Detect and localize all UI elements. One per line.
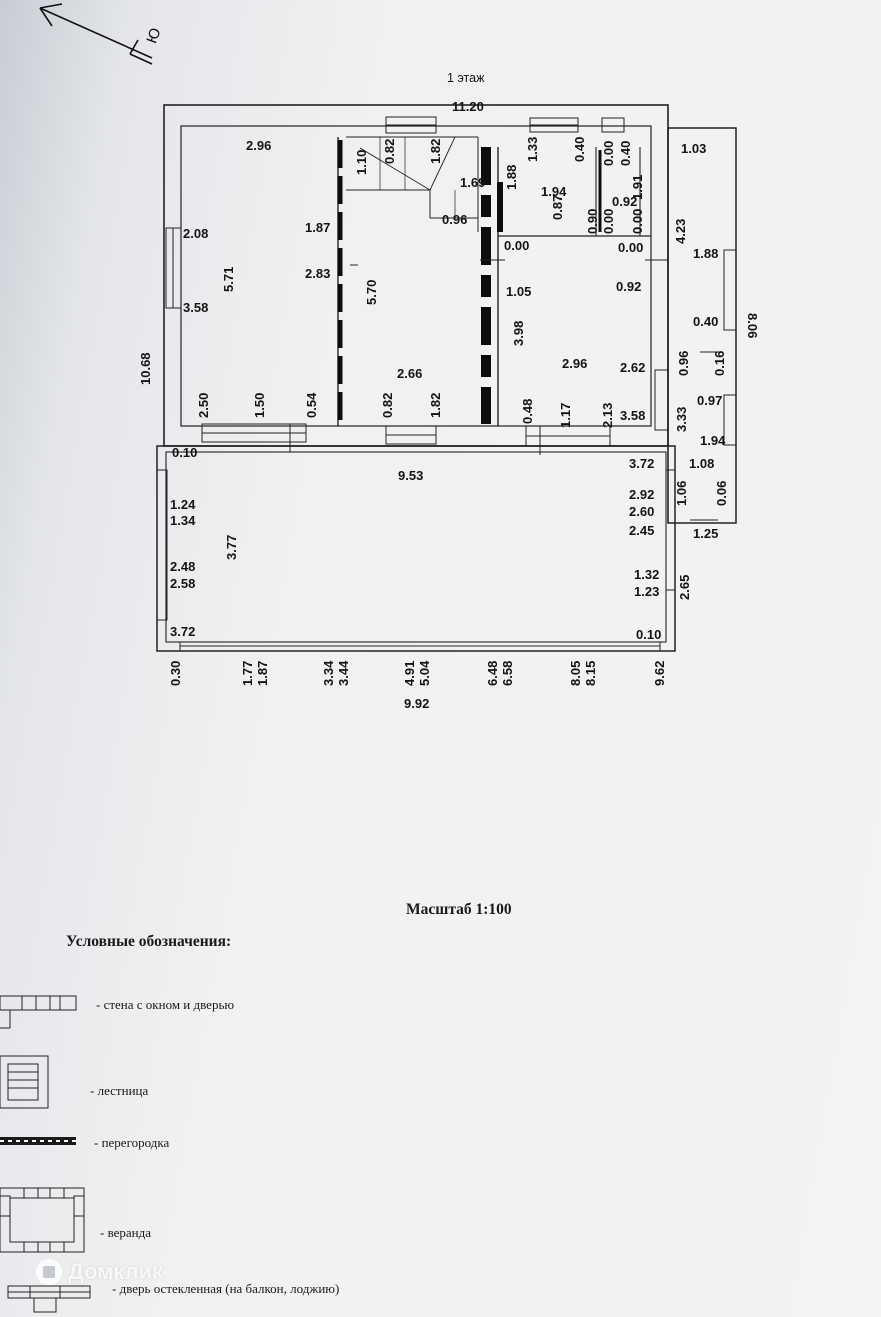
- annex-j: 1.06: [674, 480, 689, 506]
- north-label: Ю: [143, 25, 165, 46]
- legend-item-wall: - стена с окном и дверью: [96, 997, 235, 1012]
- front-c: 0.54: [304, 392, 319, 418]
- room-left-width: 2.96: [246, 138, 272, 153]
- legend-title: Условные обозначения:: [66, 933, 232, 950]
- annex-t: 0.10: [636, 627, 662, 642]
- bottom-tick-5b: 8.15: [583, 660, 598, 686]
- scale-label: Масштаб 1:100: [406, 901, 512, 918]
- watermark-text: Домклик: [68, 1259, 164, 1284]
- annex-o: 2.92: [629, 487, 655, 502]
- bottom-tick-4a: 6.48: [485, 660, 500, 686]
- front-b: 1.50: [252, 392, 267, 418]
- veranda-left-height: 3.77: [224, 534, 239, 560]
- annex-d: 0.96: [676, 350, 691, 376]
- north-arrow-icon: [40, 4, 152, 64]
- veranda-left-b: 1.24: [170, 497, 196, 512]
- annex-h: 1.08: [689, 456, 715, 471]
- annex-r: 1.32: [634, 567, 660, 582]
- stair-e: 0.96: [442, 212, 468, 227]
- bottom-tick-4b: 6.58: [500, 660, 515, 686]
- front-d: 0.82: [380, 392, 395, 418]
- wc-j: 0.92: [612, 194, 638, 209]
- legend-item-stairs: - лестница: [90, 1083, 149, 1098]
- annex-q: 2.45: [629, 523, 655, 538]
- dimension-ticks: [290, 260, 722, 520]
- stair-d: 1.69: [460, 175, 486, 190]
- room-left-height: 5.71: [221, 266, 236, 292]
- wc-b: 1.88: [504, 164, 519, 190]
- room-right-d: 0.92: [616, 279, 642, 294]
- room-left-inner2: 2.83: [305, 266, 331, 281]
- room-right-f: 4.23: [673, 218, 688, 244]
- domclick-logo-icon: [36, 1259, 62, 1285]
- legend-item-partition: - перегородка: [94, 1135, 170, 1150]
- annex-e: 0.16: [712, 350, 727, 376]
- wc-l: 0.40: [618, 140, 633, 166]
- bottom-tick-2b: 3.44: [336, 660, 351, 686]
- overall-left-height: 10.68: [138, 352, 153, 385]
- room-right-a: 1.05: [506, 284, 532, 299]
- wc-m: 1.91: [630, 174, 645, 200]
- veranda-left-a: 0.10: [172, 445, 198, 460]
- overall-top-width: 11.20: [452, 99, 484, 114]
- room-hall-width: 2.66: [397, 366, 423, 381]
- wc-f: 0.00: [504, 238, 530, 253]
- front-f: 0.48: [520, 398, 535, 424]
- bottom-tick-3b: 5.04: [417, 660, 432, 686]
- stair-a: 1.10: [354, 149, 369, 175]
- stairs-icon: [0, 1056, 48, 1108]
- veranda-width: 9.53: [398, 468, 424, 483]
- veranda-icon: [0, 1188, 84, 1252]
- annex-s: 1.23: [634, 584, 660, 599]
- bottom-tick-5a: 8.05: [568, 660, 583, 686]
- annex-c: 0.40: [693, 314, 719, 329]
- annex-f: 0.97: [697, 393, 723, 408]
- wc-g: 0.90: [585, 208, 600, 234]
- annex-l: 3.33: [674, 406, 689, 432]
- bottom-tick-0a: 0.30: [168, 660, 183, 686]
- wall-window-door-icon: [0, 996, 76, 1028]
- room-left-window-b: 3.58: [183, 300, 209, 315]
- wc-h: 0.00: [601, 140, 616, 166]
- bottom-tick-1b: 1.87: [255, 660, 270, 686]
- partition-icon: [0, 1137, 76, 1145]
- bottom-width: 9.92: [404, 696, 430, 711]
- wc-i: 0.00: [601, 208, 616, 234]
- glazed-door-icon: [8, 1286, 90, 1312]
- bottom-tick-6a: 9.62: [652, 660, 667, 686]
- room-right-e: 2.62: [620, 360, 646, 375]
- annex-k: 1.25: [693, 526, 719, 541]
- veranda-right-height: 2.65: [677, 574, 692, 600]
- annex-a: 1.03: [681, 141, 707, 156]
- legend-item-veranda: - веранда: [100, 1225, 152, 1240]
- overall-right-height: 8.06: [745, 313, 760, 339]
- front-a: 2.50: [196, 392, 211, 418]
- front-h: 2.13: [600, 402, 615, 428]
- wc-e: 0.87: [550, 194, 565, 220]
- wc-a: 1.33: [525, 136, 540, 162]
- veranda-left-f: 3.72: [170, 624, 196, 639]
- room-hall-height: 5.70: [364, 279, 379, 305]
- veranda-left-d: 2.48: [170, 559, 196, 574]
- stair-b: 0.82: [382, 138, 397, 164]
- bottom-tick-2a: 3.34: [321, 660, 336, 686]
- room-right-c: 2.96: [562, 356, 588, 371]
- front-g: 1.17: [558, 402, 573, 428]
- legend-item-glazed-door: - дверь остекленная (на балкон, лоджию): [112, 1281, 340, 1296]
- floor-title: 1 этаж: [447, 71, 485, 85]
- room-right-b: 3.98: [511, 320, 526, 346]
- annex-n: 3.72: [629, 456, 655, 471]
- annex-p: 2.60: [629, 504, 655, 519]
- annex-b: 1.88: [693, 246, 719, 261]
- annex-g: 1.94: [700, 433, 726, 448]
- annex-i: 0.06: [714, 480, 729, 506]
- veranda-left-e: 2.58: [170, 576, 196, 591]
- bottom-tick-3a: 4.91: [402, 660, 417, 686]
- wc-k: 0.00: [630, 208, 645, 234]
- veranda-left-c: 1.34: [170, 513, 196, 528]
- stair-c: 1.82: [428, 138, 443, 164]
- room-left-window-a: 2.08: [183, 226, 209, 241]
- watermark: [36, 1259, 163, 1285]
- wc-d: 0.40: [572, 136, 587, 162]
- wc-c: 1.94: [541, 184, 567, 199]
- room-left-inner: 1.87: [305, 220, 331, 235]
- annex-m: 3.58: [620, 408, 646, 423]
- wc-n: 0.00: [618, 240, 644, 255]
- front-e: 1.82: [428, 392, 443, 418]
- bottom-tick-1a: 1.77: [240, 660, 255, 686]
